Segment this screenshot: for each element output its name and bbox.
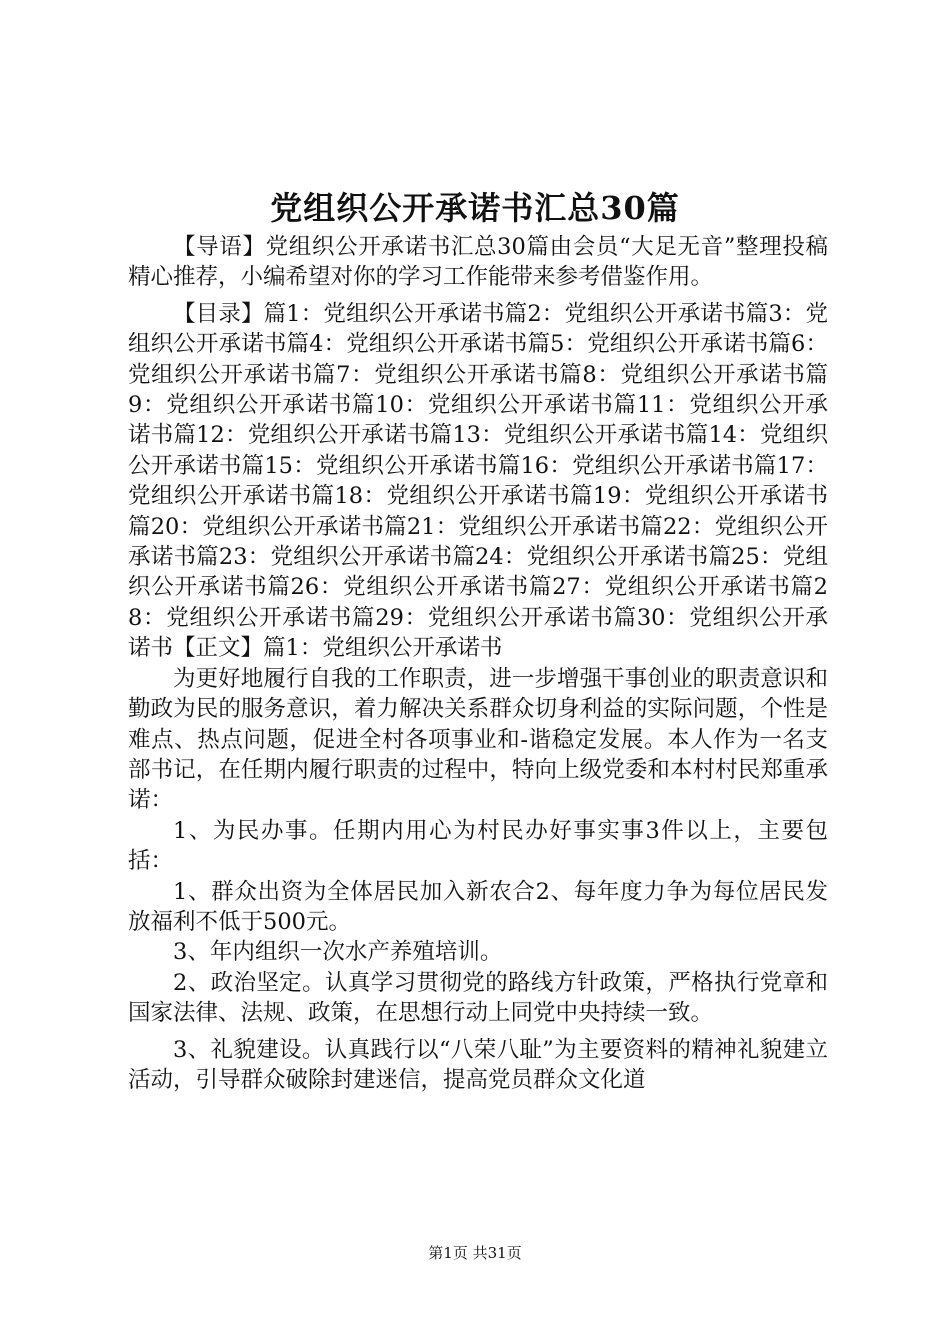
body-paragraph: 2、政治坚定。认真学习贯彻党的路线方针政策，严格执行党章和国家法律、法规、政策，在思想行动上同党中央持续一致。: [128, 969, 828, 1027]
body-paragraph: 1、为民办事。任期内用心为村民办好事实事3件以上，主要包括：: [128, 817, 828, 875]
body-paragraph: 为更好地履行自我的工作职责，进一步增强干事创业的职责意识和勤政为民的服务意识，着力解决关系群众切身利益的实际问题，个性是难点、热点问题，促进全村各项事业和-谐稳定发展。本人作为一名支部书记，在任期内履行职责的过程中，特向上级党委和本村村民郑重承诺：: [128, 665, 828, 814]
body-paragraph: 3、礼貌建设。认真践行以“八荣八耻”为主要资料的精神礼貌建立活动，引导群众破除封建迷信，提高党员群众文化道: [128, 1036, 828, 1093]
toc-paragraph: 【目录】篇1：党组织公开承诺书篇2：党组织公开承诺书篇3：党组织公开承诺书篇4：党组织公开承诺书篇5：党组织公开承诺书篇6：党组织公开承诺书篇7：党组织公开承诺书篇8：党组织公开承诺书篇9：党组织公开承诺书篇10：党组织公开承诺书篇11：党组织公开承诺书篇12：党组织公开承诺书篇13：党组织公开承诺书篇14：党组织公开承诺书篇15：党组织公开承诺书篇16：党组织公开承诺书篇17：党组织公开承诺书篇18：党组织公开承诺书篇19：党组织公开承诺书篇20：党组织公开承诺书篇21：党组织公开承诺书篇22：党组织公开承诺书篇23：党组织公开承诺书篇24：党组织公开承诺书篇25：党组织公开承诺书篇26：党组织公开承诺书篇27：党组织公开承诺书篇28：党组织公开承诺书篇29：党组织公开承诺书篇30：党组织公开承诺书【正文】篇1：党组织公开承诺书: [128, 300, 828, 662]
document-title: 党组织公开承诺书汇总30篇: [270, 189, 680, 227]
page-footer: 第1页 共31页: [428, 1244, 522, 1262]
intro-paragraph: 【导语】党组织公开承诺书汇总30篇由会员“大足无音”整理投稿精心推荐，小编希望对你的学习工作能带来参考借鉴作用。: [128, 234, 828, 291]
body-paragraph: 3、年内组织一次水产养殖培训。: [173, 939, 503, 966]
body-paragraph: 1、群众出资为全体居民加入新农合2、每年度力争为每位居民发放福利不低于500元。: [128, 878, 828, 935]
document-body: [128, 232, 828, 1095]
